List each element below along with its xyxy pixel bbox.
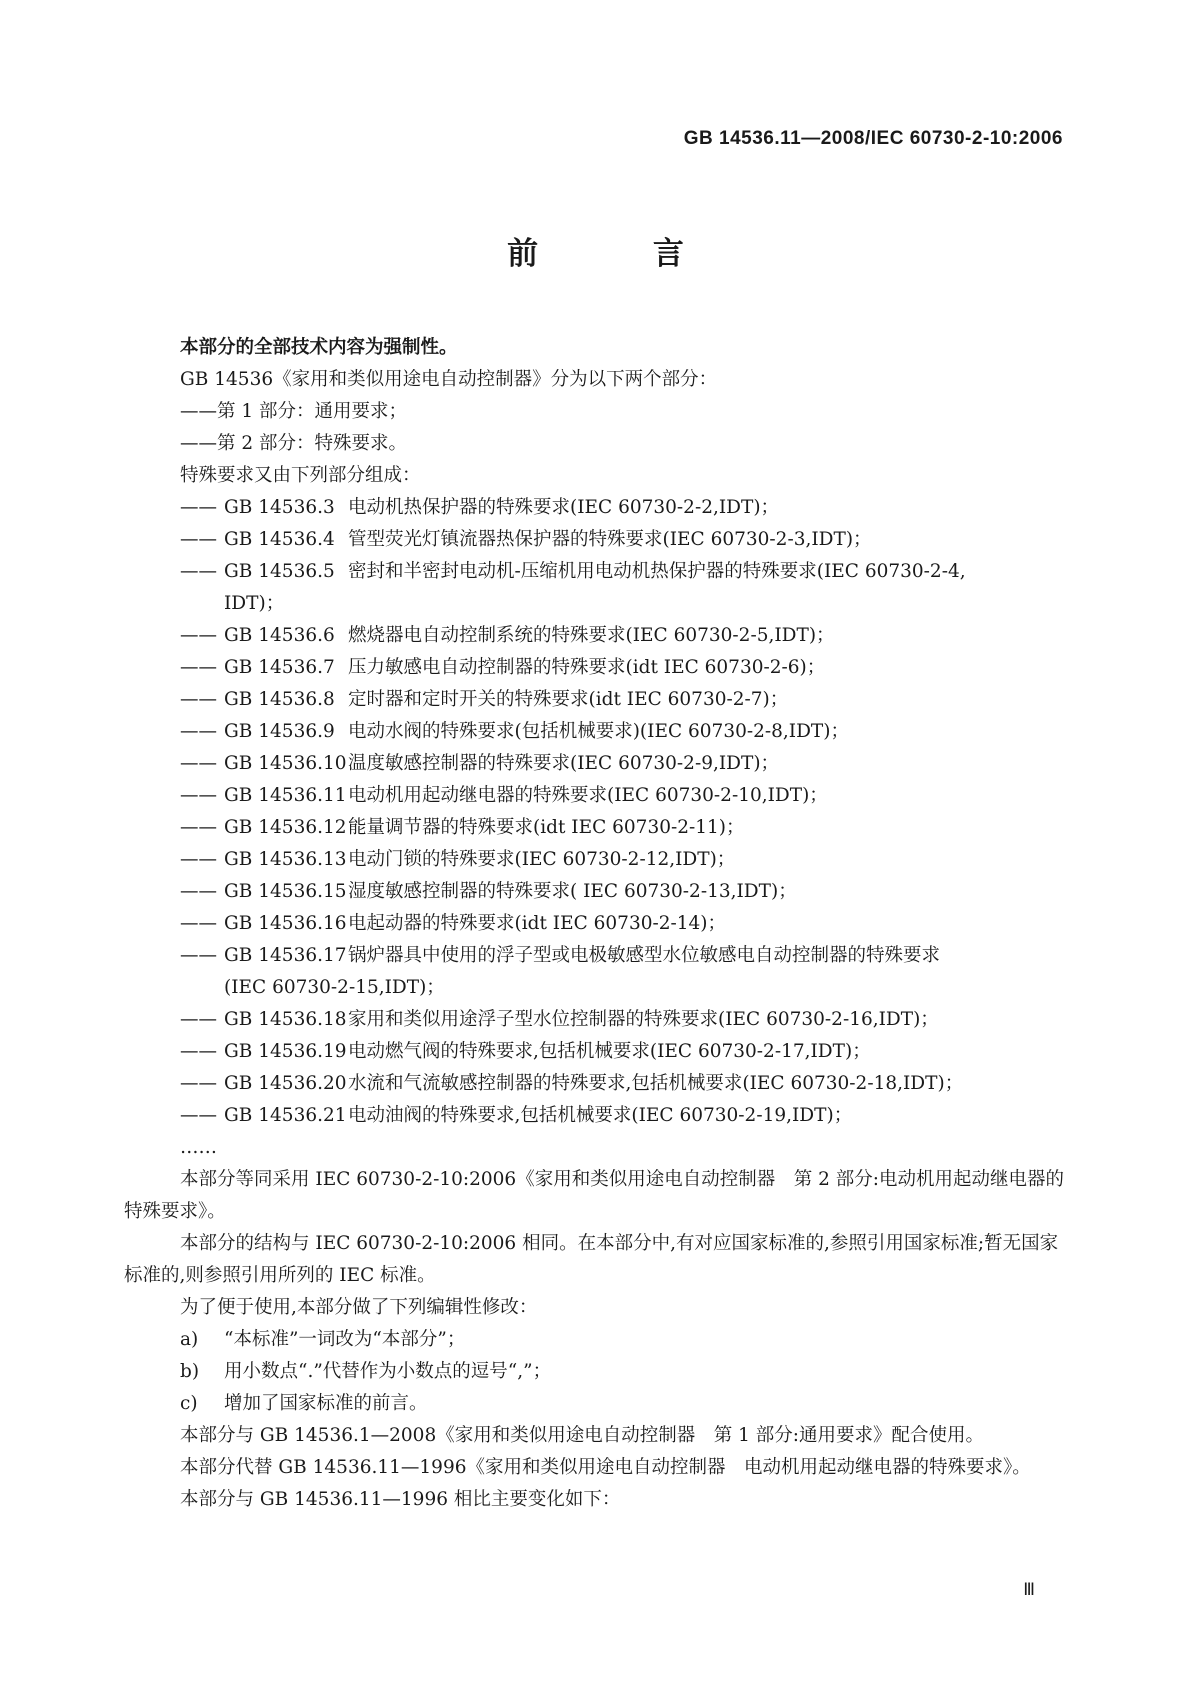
standard-code: GB 14536.10 (224, 753, 347, 774)
series-intro: GB 14536《家用和类似用途电自动控制器》分为以下两个部分： (180, 369, 718, 390)
standard-code: GB 14536.11 (224, 785, 347, 806)
edit-mark: c) (180, 1393, 198, 1414)
standard-code: GB 14536.12 (224, 817, 347, 838)
dash-marker: —— (180, 945, 217, 966)
standard-code: GB 14536.20 (224, 1073, 347, 1094)
standard-item (124, 1004, 1066, 1036)
adoption-paragraph: 本部分等同采用 IEC 60730-2-10:2006《家用和类似用途电自动控制器 第 2 部分:电动机用起动继电器的特殊要求》。 (124, 1169, 1064, 1222)
standard-item (124, 748, 1066, 780)
edit-mark: b) (180, 1361, 200, 1382)
standard-code: GB 14536.3 (224, 497, 335, 518)
standard-title: 电动水阀的特殊要求(包括机械要求)(IEC 60730-2-8,IDT)； (348, 721, 849, 742)
standard-item (124, 908, 1066, 940)
dash-marker: —— (180, 625, 217, 646)
standard-code: GB 14536.7 (224, 657, 335, 678)
standard-code: GB 14536.13 (224, 849, 347, 870)
standard-item (124, 620, 1066, 652)
standard-title: 电动油阀的特殊要求,包括机械要求(IEC 60730-2-19,IDT)； (348, 1105, 853, 1126)
structure-paragraph: 本部分的结构与 IEC 60730-2-10:2006 相同。在本部分中,有对应国家标准的,参照引用国家标准;暂无国家标准的,则参照引用所列的 IEC 标准。 (124, 1233, 1059, 1286)
standard-item (124, 1100, 1066, 1132)
edit-item (124, 1324, 1066, 1356)
standard-code: GB 14536.16 (224, 913, 347, 934)
replaces-paragraph: 本部分代替 GB 14536.11—1996《家用和类似用途电自动控制器 电动机用起动继电器的特殊要求》。 (180, 1457, 1031, 1478)
edit-item (124, 1356, 1066, 1388)
standard-item (124, 684, 1066, 716)
standard-item (124, 1068, 1066, 1100)
standard-item (124, 780, 1066, 812)
dash-marker: —— (180, 881, 217, 902)
dash-marker: —— (180, 913, 217, 934)
dash-marker: —— (180, 497, 217, 518)
mandatory-statement: 本部分的全部技术内容为强制性。 (180, 337, 458, 358)
standard-title: 电动机用起动继电器的特殊要求(IEC 60730-2-10,IDT)； (348, 785, 828, 806)
standard-title: 电动门锁的特殊要求(IEC 60730-2-12,IDT)； (348, 849, 736, 870)
dash-marker: —— (180, 785, 217, 806)
standard-title-continuation: (IEC 60730-2-15,IDT)； (224, 977, 445, 998)
standard-title: 家用和类似用途浮子型水位控制器的特殊要求(IEC 60730-2-16,IDT)； (348, 1009, 939, 1030)
standard-item (124, 876, 1066, 908)
standard-title: 湿度敏感控制器的特殊要求( IEC 60730-2-13,IDT)； (348, 881, 797, 902)
standard-item (124, 492, 1066, 524)
standard-item (124, 844, 1066, 876)
standard-code: GB 14536.19 (224, 1041, 347, 1062)
standard-item (124, 1036, 1066, 1068)
standard-code: GB 14536.15 (224, 881, 347, 902)
standard-title-continuation: IDT)； (224, 593, 285, 614)
edit-text: 增加了国家标准的前言。 (224, 1393, 428, 1414)
standard-title: 压力敏感电自动控制器的特殊要求(idt IEC 60730-2-6)； (348, 657, 826, 678)
standard-code-header: GB 14536.11—2008/IEC 60730-2-10:2006 (683, 128, 1063, 149)
dash-marker: —— (180, 657, 217, 678)
changes-intro: 本部分与 GB 14536.11—1996 相比主要变化如下： (180, 1489, 621, 1510)
standard-title: 能量调节器的特殊要求(idt IEC 60730-2-11)； (348, 817, 745, 838)
edit-text: 用小数点“.”代替作为小数点的逗号“,”； (224, 1361, 552, 1382)
part-item: ——第 1 部分：通用要求； (180, 401, 408, 422)
edit-item (124, 1388, 1066, 1420)
standard-item (124, 716, 1066, 748)
dash-marker: —— (180, 1009, 217, 1030)
dash-marker: —— (180, 1073, 217, 1094)
dash-marker: —— (180, 849, 217, 870)
standard-title: 电动燃气阀的特殊要求,包括机械要求(IEC 60730-2-17,IDT)； (348, 1041, 871, 1062)
standard-item (124, 940, 1066, 972)
edits-intro: 为了便于使用,本部分做了下列编辑性修改： (180, 1297, 538, 1318)
use-with-paragraph: 本部分与 GB 14536.1—2008《家用和类似用途电自动控制器 第 1 部分:通用要求》配合使用。 (180, 1425, 984, 1446)
ellipsis: …… (180, 1137, 217, 1158)
standard-code: GB 14536.4 (224, 529, 335, 550)
standard-title: 水流和气流敏感控制器的特殊要求,包括机械要求(IEC 60730-2-18,IDT)； (348, 1073, 964, 1094)
standard-item (124, 812, 1066, 844)
standard-item (124, 524, 1066, 556)
document-body (124, 332, 1066, 1516)
dash-marker: —— (180, 1041, 217, 1062)
dash-marker: —— (180, 1105, 217, 1126)
standard-title: 锅炉器具中使用的浮子型或电极敏感型水位敏感电自动控制器的特殊要求 (348, 945, 941, 966)
page-number: Ⅲ (1023, 1580, 1035, 1600)
standard-item (124, 652, 1066, 684)
page-title: 前 言 (507, 236, 736, 272)
standard-code: GB 14536.6 (224, 625, 335, 646)
dash-marker: —— (180, 689, 217, 710)
standard-code: GB 14536.9 (224, 721, 335, 742)
dash-marker: —— (180, 529, 217, 550)
standard-code: GB 14536.21 (224, 1105, 347, 1126)
standard-title: 温度敏感控制器的特殊要求(IEC 60730-2-9,IDT)； (348, 753, 780, 774)
standard-item (124, 556, 1066, 588)
dash-marker: —— (180, 753, 217, 774)
dash-marker: —— (180, 817, 217, 838)
standard-code: GB 14536.17 (224, 945, 347, 966)
dash-marker: —— (180, 561, 217, 582)
edit-text: “本标准”一词改为“本部分”； (224, 1329, 466, 1350)
special-intro: 特殊要求又由下列部分组成： (180, 465, 421, 486)
standard-title: 定时器和定时开关的特殊要求(idt IEC 60730-2-7)； (348, 689, 789, 710)
standard-title: 电动机热保护器的特殊要求(IEC 60730-2-2,IDT)； (348, 497, 780, 518)
standard-code: GB 14536.5 (224, 561, 335, 582)
standard-title: 密封和半密封电动机-压缩机用电动机热保护器的特殊要求(IEC 60730-2-4, (348, 561, 966, 582)
standard-title: 电起动器的特殊要求(idt IEC 60730-2-14)； (348, 913, 727, 934)
standards-list (124, 492, 1066, 1132)
standard-code: GB 14536.8 (224, 689, 335, 710)
standard-title: 燃烧器电自动控制系统的特殊要求(IEC 60730-2-5,IDT)； (348, 625, 835, 646)
dash-marker: —— (180, 721, 217, 742)
part-item: ——第 2 部分：特殊要求。 (180, 433, 408, 454)
edit-mark: a) (180, 1329, 199, 1350)
standard-code: GB 14536.18 (224, 1009, 347, 1030)
standard-title: 管型荧光灯镇流器热保护器的特殊要求(IEC 60730-2-3,IDT)； (348, 529, 872, 550)
